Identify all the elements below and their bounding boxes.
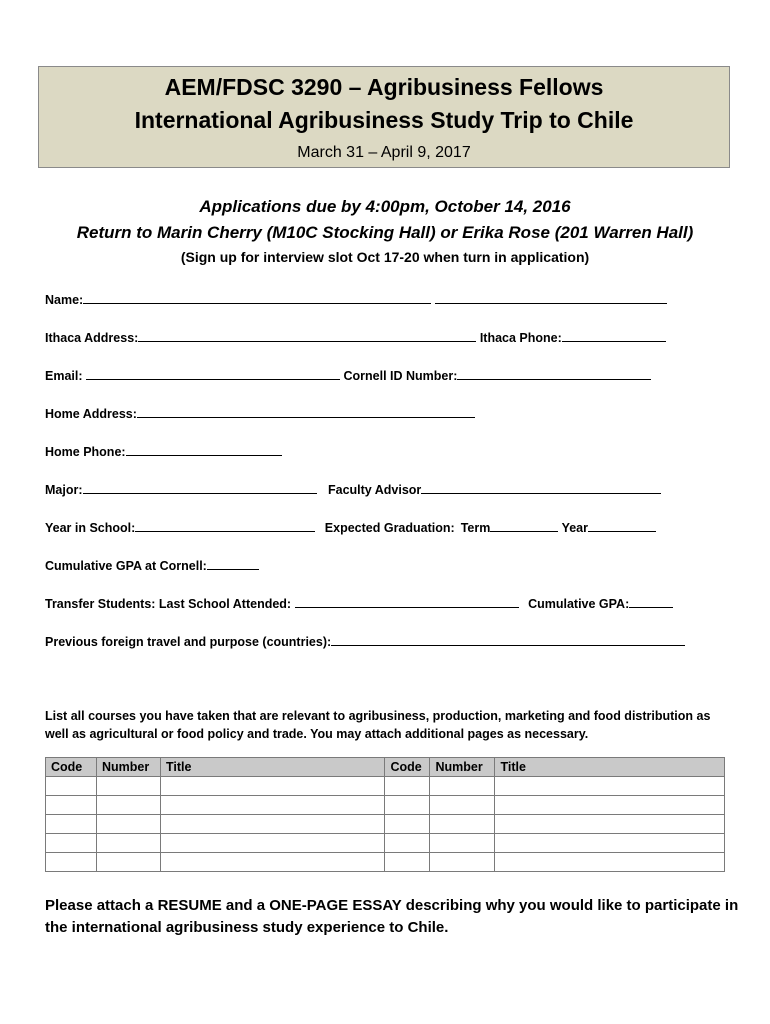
cornell-id-field[interactable]	[457, 367, 651, 380]
table-cell[interactable]	[160, 777, 385, 796]
courses-table	[45, 757, 725, 872]
cornell-gpa-row	[45, 557, 259, 574]
table-cell[interactable]	[46, 834, 97, 853]
trip-dates: March 31 – April 9, 2017	[297, 144, 471, 161]
email-field[interactable]	[86, 367, 340, 380]
home-phone-field[interactable]	[126, 443, 282, 456]
interview-signup: (Sign up for interview slot Oct 17-20 when turn in application)	[180, 249, 590, 265]
table-cell[interactable]	[430, 853, 495, 872]
cornell-gpa-field[interactable]	[207, 557, 259, 570]
home-phone-row	[45, 443, 282, 460]
foreign-travel-field[interactable]	[331, 633, 685, 646]
transfer-school-label: Transfer Students: Last School Attended:	[45, 597, 292, 611]
home-phone-label: Home Phone:	[45, 445, 126, 459]
year-label: Year	[561, 521, 588, 535]
major-label: Major:	[45, 483, 83, 497]
table-row	[46, 777, 725, 796]
foreign-travel-label: Previous foreign travel and purpose (countries):	[45, 635, 332, 649]
table-cell[interactable]	[495, 815, 725, 834]
foreign-travel-row	[45, 633, 685, 650]
table-cell[interactable]	[385, 796, 430, 815]
major-row	[45, 481, 661, 498]
attach-instructions: Please attach a RESUME and a ONE-PAGE ESSAY describing why you would like to participate in the international agribusiness study experience to Chile.	[45, 897, 739, 936]
transfer-row	[45, 595, 673, 612]
ithaca-phone-label: Ithaca Phone:	[479, 331, 562, 345]
table-cell[interactable]	[160, 834, 385, 853]
year-in-school-label: Year in School:	[45, 521, 136, 535]
table-cell[interactable]	[96, 796, 160, 815]
col-header-code: Code	[46, 758, 97, 777]
table-cell[interactable]	[160, 853, 385, 872]
ithaca-address-label: Ithaca Address:	[45, 331, 139, 345]
table-cell[interactable]	[46, 777, 97, 796]
table-cell[interactable]	[46, 796, 97, 815]
expected-graduation-label: Expected Graduation:	[324, 521, 455, 535]
courses-header-row	[46, 758, 725, 777]
trip-title: International Agribusiness Study Trip to Chile	[134, 107, 634, 133]
table-cell[interactable]	[430, 834, 495, 853]
term-field[interactable]	[490, 519, 558, 532]
table-cell[interactable]	[160, 796, 385, 815]
col-header-code: Code	[385, 758, 430, 777]
cornell-gpa-label: Cumulative GPA at Cornell:	[45, 559, 207, 573]
name-label: Name:	[45, 293, 84, 307]
term-label: Term	[460, 521, 491, 535]
return-to: Return to Marin Cherry (M10C Stocking Hall) or Erika Rose (201 Warren Hall)	[76, 223, 694, 242]
year-field[interactable]	[588, 519, 656, 532]
cumulative-gpa-field[interactable]	[629, 595, 673, 608]
table-cell[interactable]	[495, 777, 725, 796]
cornell-id-label: Cornell ID Number:	[343, 369, 458, 383]
table-cell[interactable]	[495, 834, 725, 853]
home-address-field[interactable]	[137, 405, 475, 418]
col-header-number: Number	[96, 758, 160, 777]
home-address-row	[45, 405, 475, 422]
table-cell[interactable]	[385, 815, 430, 834]
faculty-advisor-field[interactable]	[421, 481, 661, 494]
table-row	[46, 853, 725, 872]
table-cell[interactable]	[385, 834, 430, 853]
table-row	[46, 815, 725, 834]
major-field[interactable]	[83, 481, 317, 494]
table-cell[interactable]	[385, 853, 430, 872]
name-row	[45, 291, 667, 308]
year-in-school-row	[45, 519, 656, 536]
name-field-first[interactable]	[83, 291, 431, 304]
table-cell[interactable]	[160, 815, 385, 834]
col-header-title: Title	[160, 758, 385, 777]
cumulative-gpa-label: Cumulative GPA:	[528, 597, 630, 611]
transfer-school-field[interactable]	[295, 595, 519, 608]
year-in-school-field[interactable]	[135, 519, 315, 532]
course-title: AEM/FDSC 3290 – Agribusiness Fellows	[164, 74, 604, 100]
table-cell[interactable]	[96, 777, 160, 796]
table-cell[interactable]	[495, 853, 725, 872]
ithaca-phone-field[interactable]	[562, 329, 666, 342]
home-address-label: Home Address:	[45, 407, 137, 421]
header-box	[38, 66, 730, 168]
table-cell[interactable]	[430, 815, 495, 834]
email-label: Email:	[45, 369, 83, 383]
ithaca-address-row	[45, 329, 666, 346]
due-date: Applications due by 4:00pm, October 14, 2016	[199, 197, 571, 216]
table-cell[interactable]	[46, 853, 97, 872]
ithaca-address-field[interactable]	[138, 329, 476, 342]
name-field-last[interactable]	[435, 291, 667, 304]
table-cell[interactable]	[96, 853, 160, 872]
email-row	[45, 367, 651, 384]
table-cell[interactable]	[96, 815, 160, 834]
col-header-title: Title	[495, 758, 725, 777]
table-row	[46, 796, 725, 815]
faculty-advisor-label: Faculty Advisor	[327, 483, 422, 497]
table-cell[interactable]	[430, 777, 495, 796]
table-row	[46, 834, 725, 853]
table-cell[interactable]	[495, 796, 725, 815]
table-cell[interactable]	[385, 777, 430, 796]
table-cell[interactable]	[96, 834, 160, 853]
table-cell[interactable]	[46, 815, 97, 834]
courses-instructions: List all courses you have taken that are relevant to agribusiness, production, marketing and food distribution as well as agricultural or food policy and trade. You may attach additional pages as necessary.	[45, 709, 711, 741]
table-cell[interactable]	[430, 796, 495, 815]
col-header-number: Number	[430, 758, 495, 777]
